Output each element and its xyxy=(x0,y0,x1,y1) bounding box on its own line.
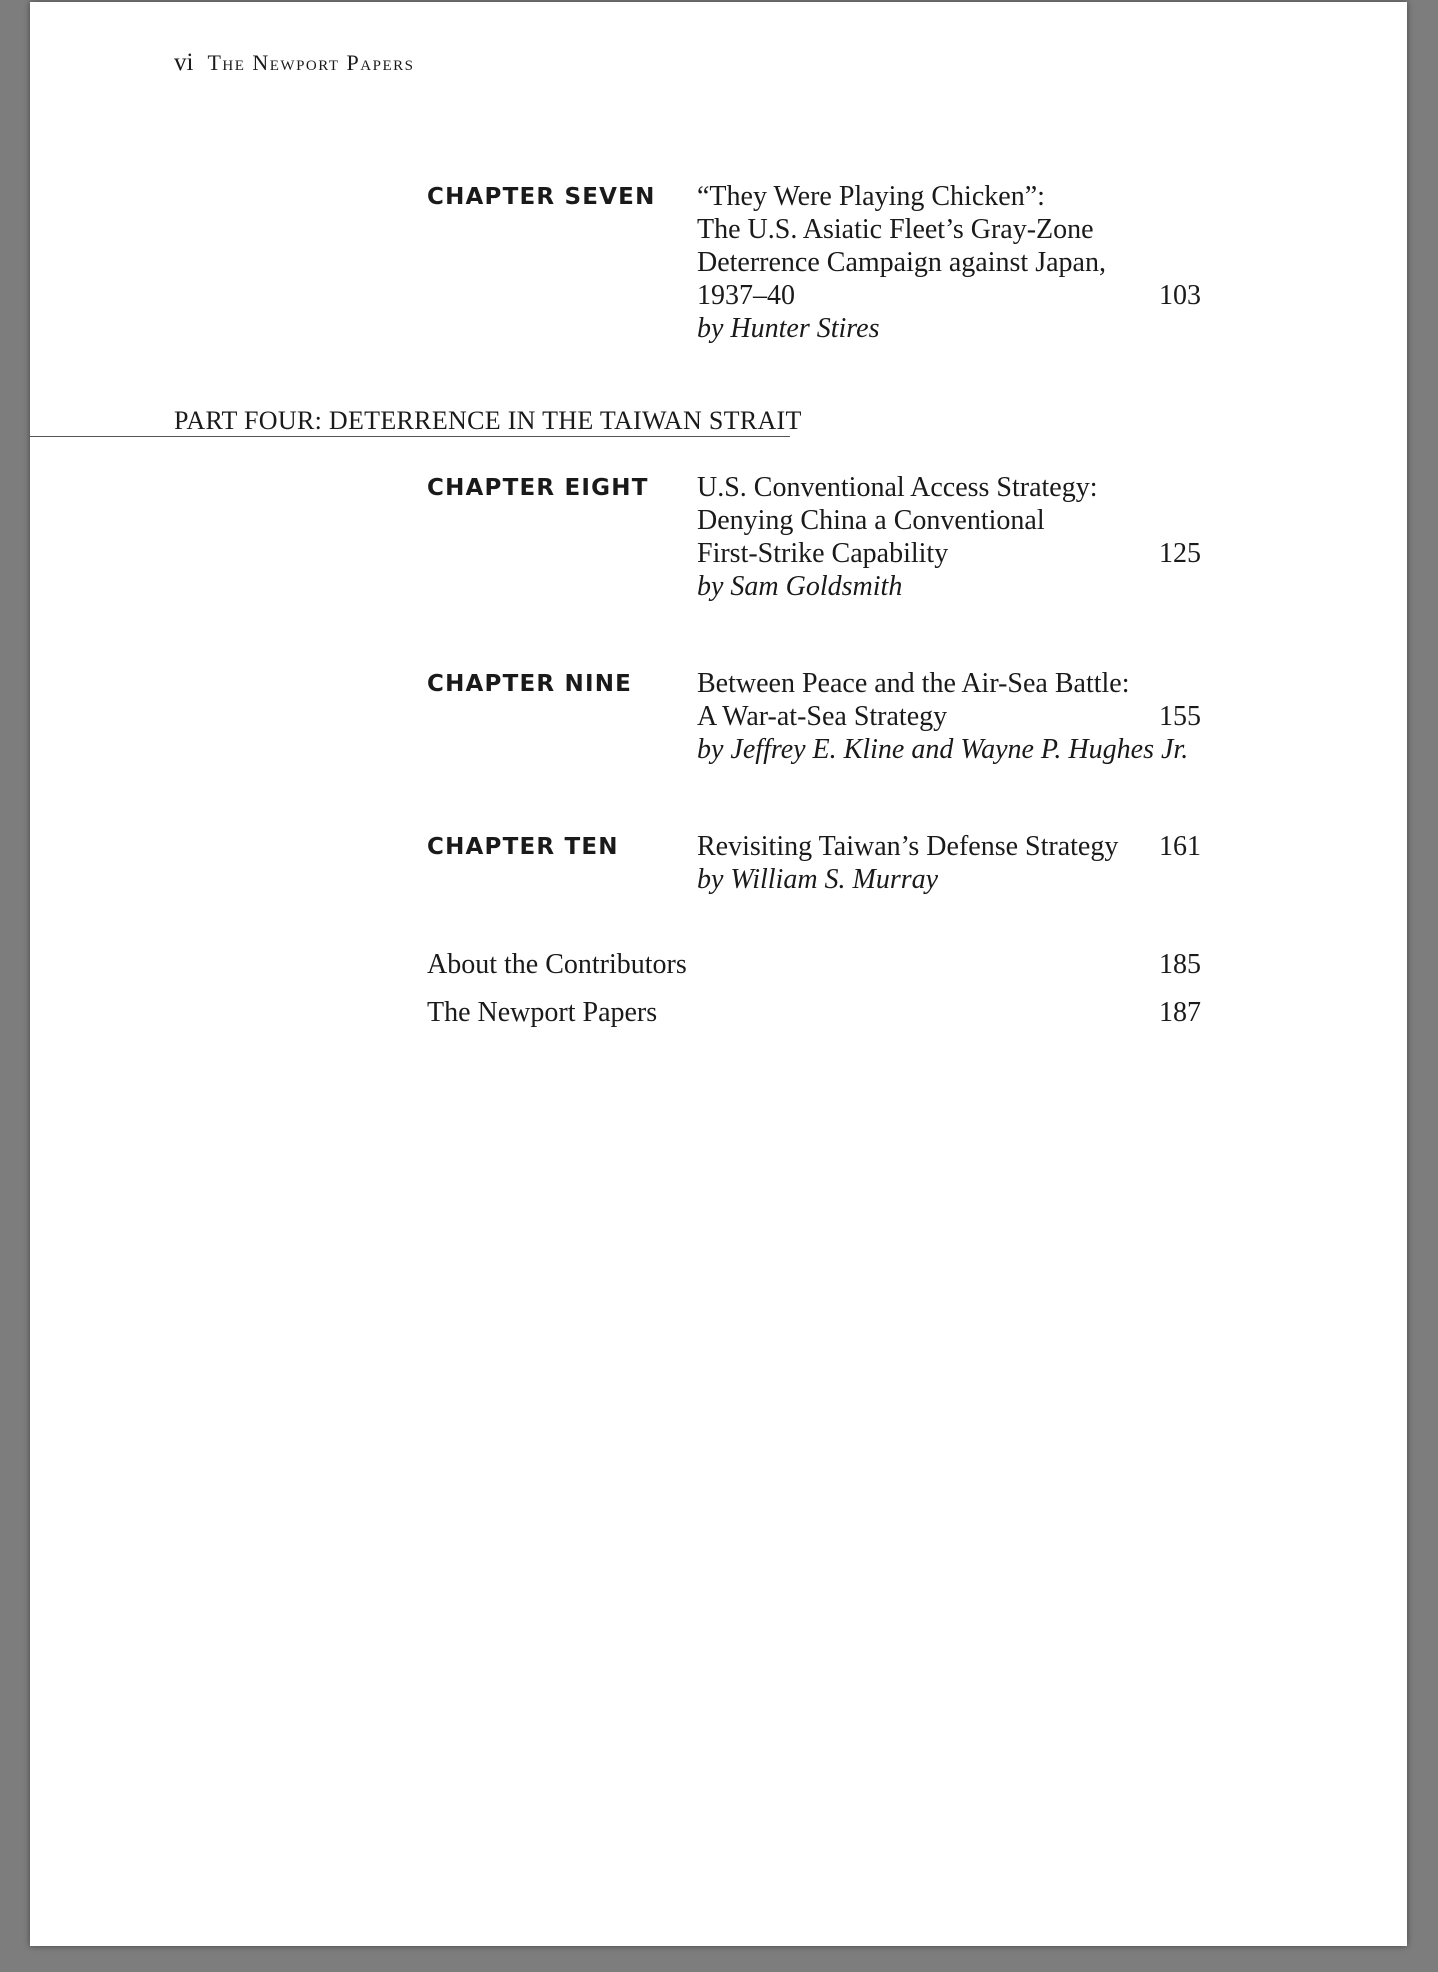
chapter-title-line: Between Peace and the Air-Sea Battle: xyxy=(697,668,1130,699)
page-number: vi xyxy=(174,49,194,76)
chapter-page-number: 155 xyxy=(1159,701,1201,732)
chapter-title-line: U.S. Conventional Access Strategy: xyxy=(697,472,1098,503)
chapter-label: CHAPTER TEN xyxy=(427,834,619,860)
chapter-title-line: Denying China a Conventional xyxy=(697,505,1045,536)
backmatter-title: The Newport Papers xyxy=(427,997,658,1028)
chapter-author: by Sam Goldsmith xyxy=(697,571,903,602)
chapter-label: CHAPTER EIGHT xyxy=(427,475,649,501)
document-page xyxy=(30,2,1407,1946)
chapter-entry xyxy=(697,830,1118,896)
chapter-author: by William S. Murray xyxy=(697,864,939,895)
chapter-entry xyxy=(697,180,1106,345)
part-heading-rule xyxy=(30,436,790,437)
chapter-title-line: “They Were Playing Chicken”: xyxy=(697,181,1045,212)
backmatter-title: About the Contributors xyxy=(427,949,687,980)
chapter-title-line: Revisiting Taiwan’s Defense Strategy xyxy=(697,831,1119,862)
running-header xyxy=(174,49,414,77)
chapter-page-number: 125 xyxy=(1159,538,1201,569)
chapter-title-line: Deterrence Campaign against Japan, xyxy=(697,247,1106,278)
chapter-author: by Hunter Stires xyxy=(697,313,880,344)
chapter-entry xyxy=(697,667,1188,766)
chapter-label: CHAPTER NINE xyxy=(427,671,633,697)
chapter-entry xyxy=(697,471,1098,603)
chapter-author: by Jeffrey E. Kline and Wayne P. Hughes Jr. xyxy=(697,734,1189,765)
chapter-page-number: 103 xyxy=(1159,280,1201,311)
chapter-page-number: 161 xyxy=(1159,831,1201,862)
chapter-title-line: A War-at-Sea Strategy xyxy=(697,701,948,732)
part-heading: PART FOUR: DETERRENCE IN THE TAIWAN STRAIT xyxy=(174,406,802,435)
backmatter-page-number: 187 xyxy=(1159,997,1201,1028)
backmatter-page-number: 185 xyxy=(1159,949,1201,980)
running-title: The Newport Papers xyxy=(207,50,415,75)
chapter-label: CHAPTER SEVEN xyxy=(427,184,656,210)
chapter-title-line: First-Strike Capability xyxy=(697,538,949,569)
chapter-title-line: The U.S. Asiatic Fleet’s Gray-Zone xyxy=(697,214,1094,245)
chapter-title-line: 1937–40 xyxy=(697,280,795,311)
